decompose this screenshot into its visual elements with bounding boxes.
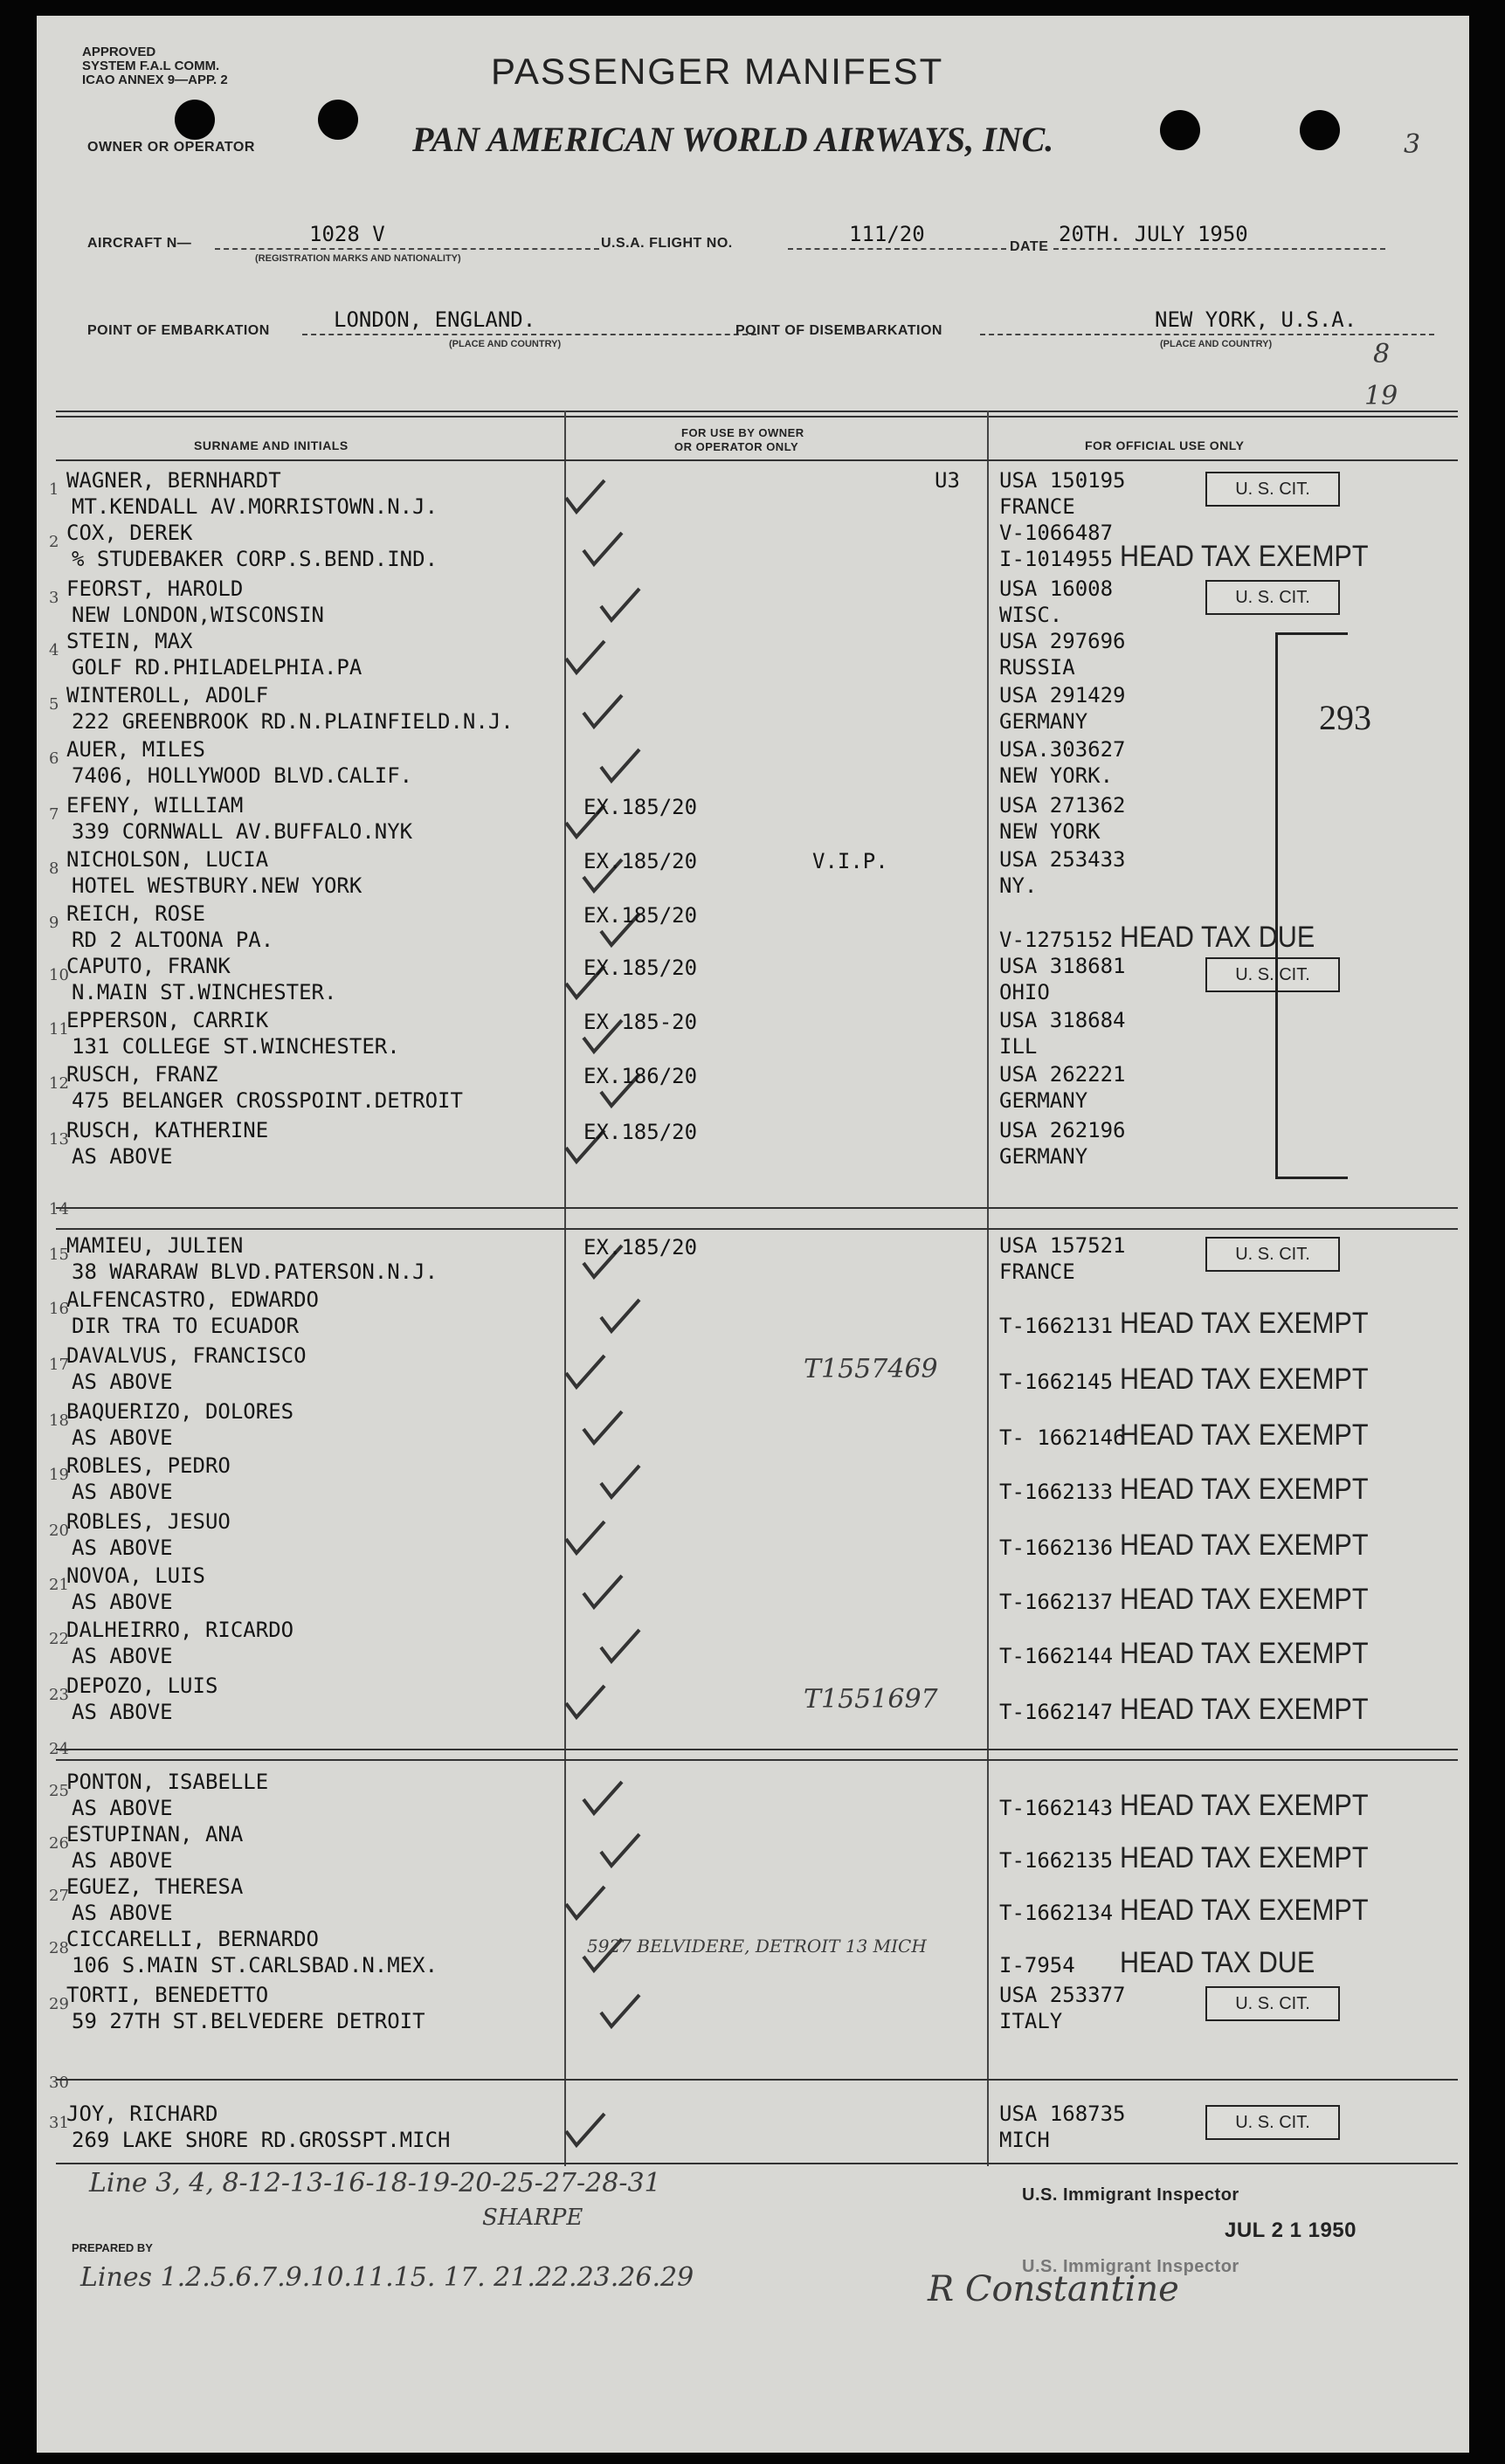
check-mark-icon xyxy=(596,1991,645,2032)
official-entry-2: T-1662147 xyxy=(999,1700,1114,1724)
operator-note: 5927 BELVIDERE, DETROIT 13 MICH xyxy=(587,1936,927,1957)
official-entry-2: T-1662136 xyxy=(999,1536,1114,1560)
us-citizen-stamp: U. S. CIT. xyxy=(1205,1986,1340,2021)
footer-lines-note: Line 3, 4, 8-12-13-16-18-19-20-25-27-28-31 xyxy=(89,2168,661,2198)
punch-hole xyxy=(1160,110,1200,150)
row-number: 4 xyxy=(49,641,59,659)
footer-sharpe: SHARPE xyxy=(482,2205,583,2231)
row-number: 21 xyxy=(49,1576,69,1594)
passenger-address: AS ABOVE xyxy=(72,1536,173,1560)
official-entry-2: T-1662143 xyxy=(999,1796,1114,1820)
operator-note: EX.185/20 xyxy=(583,795,698,819)
passenger-address: AS ABOVE xyxy=(72,1144,173,1169)
corner-note: 19 xyxy=(1364,381,1398,411)
check-mark-icon xyxy=(561,1518,610,1558)
passenger-address: MT.KENDALL AV.MORRISTOWN.N.J. xyxy=(72,494,438,519)
owner-label: OWNER OR OPERATOR xyxy=(87,140,255,155)
official-entry-2: NEW YORK. xyxy=(999,763,1114,788)
check-mark-icon xyxy=(561,1682,610,1722)
official-entry-2: T-1662134 xyxy=(999,1901,1114,1925)
row-number: 25 xyxy=(49,1782,69,1800)
check-mark-icon xyxy=(578,529,627,569)
row-number: 10 xyxy=(49,966,69,984)
row-number: 6 xyxy=(49,749,59,768)
date-underline xyxy=(1053,248,1385,250)
us-citizen-stamp: U. S. CIT. xyxy=(1205,1237,1340,1272)
passenger-address: AS ABOVE xyxy=(72,1848,173,1873)
company-name: PAN AMERICAN WORLD AIRWAYS, INC. xyxy=(412,120,1054,159)
official-entry-2: GERMANY xyxy=(999,709,1088,734)
official-entry: USA 157521 xyxy=(999,1233,1126,1258)
passenger-address: AS ABOVE xyxy=(72,1901,173,1925)
row-number: 12 xyxy=(49,1074,69,1093)
head-tax-stamp: HEAD TAX EXEMPT xyxy=(1120,1363,1369,1396)
check-mark-icon xyxy=(596,746,645,786)
page-title: PASSENGER MANIFEST xyxy=(491,51,944,92)
passenger-address: AS ABOVE xyxy=(72,1700,173,1724)
operator-note: EX.186/20 xyxy=(583,1064,698,1088)
table-top-line xyxy=(56,411,1458,412)
row-number: 26 xyxy=(49,1834,69,1853)
prepared-by-label: PREPARED BY xyxy=(72,2241,153,2254)
column-header-official: FOR OFFICIAL USE ONLY xyxy=(1085,438,1245,452)
passenger-address: 59 27TH ST.BELVEDERE DETROIT xyxy=(72,2009,425,2033)
passenger-name: STEIN, MAX xyxy=(66,629,193,653)
passenger-name: JOY, RICHARD xyxy=(66,2102,218,2126)
passenger-address: 106 S.MAIN ST.CARLSBAD.N.MEX. xyxy=(72,1953,438,1977)
check-mark-icon xyxy=(596,1296,645,1336)
corner-note: 8 xyxy=(1373,339,1391,369)
official-entry-2: FRANCE xyxy=(999,1260,1075,1284)
check-mark-icon xyxy=(561,2110,610,2150)
row-number: 7 xyxy=(49,805,59,824)
passenger-address: % STUDEBAKER CORP.S.BEND.IND. xyxy=(72,547,438,571)
group-separator xyxy=(56,1207,1458,1209)
official-entry-2: T-1662144 xyxy=(999,1644,1114,1668)
passenger-name: DALHEIRRO, RICARDO xyxy=(66,1618,294,1642)
head-tax-stamp: HEAD TAX EXEMPT xyxy=(1120,1473,1369,1506)
column-header-operator: FOR USE BY OWNER xyxy=(681,426,804,439)
check-mark-icon xyxy=(596,1831,645,1871)
aircraft-sub: (REGISTRATION MARKS AND NATIONALITY) xyxy=(255,253,461,264)
corner-note: 3 xyxy=(1404,129,1421,160)
passenger-name: COX, DEREK xyxy=(66,521,193,545)
row-number: 15 xyxy=(49,1246,69,1264)
aircraft-label: AIRCRAFT N— xyxy=(87,236,192,251)
head-tax-stamp: HEAD TAX EXEMPT xyxy=(1120,1529,1369,1562)
aircraft-underline xyxy=(215,248,599,250)
official-entry-2: T-1662135 xyxy=(999,1848,1114,1873)
passenger-address: 339 CORNWALL AV.BUFFALO.NYK xyxy=(72,819,413,844)
passenger-name: FEORST, HAROLD xyxy=(66,576,244,601)
row-number: 18 xyxy=(49,1411,69,1430)
column-divider xyxy=(987,411,989,2166)
row-number: 28 xyxy=(49,1939,69,1957)
passenger-name: WAGNER, BERNHARDT xyxy=(66,468,281,493)
official-entry-2: V-1275152 xyxy=(999,928,1114,952)
passenger-name: NOVOA, LUIS xyxy=(66,1563,205,1588)
head-tax-stamp: HEAD TAX DUE xyxy=(1120,1946,1315,1979)
disembark-sub: (PLACE AND COUNTRY) xyxy=(1160,339,1273,349)
embark-label: POINT OF EMBARKATION xyxy=(87,323,270,338)
passenger-address: RD 2 ALTOONA PA. xyxy=(72,928,274,952)
head-tax-stamp: HEAD TAX EXEMPT xyxy=(1120,1307,1369,1340)
row-number: 16 xyxy=(49,1300,69,1318)
footer-lines-note-2: Lines 1.2.5.6.7.9.10.11.15. 17. 21.22.23.26.29 xyxy=(80,2262,694,2293)
operator-note: EX.185/20 xyxy=(583,956,698,980)
operator-note-2: U3 xyxy=(935,468,960,493)
date-value: 20TH. JULY 1950 xyxy=(1059,222,1248,246)
operator-note: EX.185/20 xyxy=(583,1235,698,1260)
row-number: 19 xyxy=(49,1466,69,1484)
official-entry: USA 318684 xyxy=(999,1008,1126,1032)
passenger-address: DIR TRA TO ECUADOR xyxy=(72,1314,300,1338)
operator-note: EX.185/20 xyxy=(583,903,698,928)
check-mark-icon xyxy=(596,585,645,625)
passenger-name: CICCARELLI, BERNARDO xyxy=(66,1927,319,1951)
icao-label: ICAO ANNEX 9—APP. 2 xyxy=(82,72,228,87)
passenger-address: N.MAIN ST.WINCHESTER. xyxy=(72,980,337,1004)
passenger-name: EGUEZ, THERESA xyxy=(66,1874,244,1899)
embark-sub: (PLACE AND COUNTRY) xyxy=(449,339,562,349)
check-mark-icon xyxy=(561,638,610,678)
passenger-name: ESTUPINAN, ANA xyxy=(66,1822,244,1846)
column-header-name: SURNAME AND INITIALS xyxy=(194,438,349,452)
operator-note-2: T1557469 xyxy=(804,1354,938,1384)
row-number: 1 xyxy=(49,480,59,499)
official-entry: V-1066487 xyxy=(999,521,1114,545)
row-number: 3 xyxy=(49,589,59,607)
passenger-address: 7406, HOLLYWOOD BLVD.CALIF. xyxy=(72,763,413,788)
official-entry: USA 150195 xyxy=(999,468,1126,493)
side-number: 293 xyxy=(1319,698,1371,737)
passenger-name: ROBLES, PEDRO xyxy=(66,1453,231,1478)
head-tax-stamp: HEAD TAX EXEMPT xyxy=(1120,1693,1369,1726)
passenger-name: PONTON, ISABELLE xyxy=(66,1770,269,1794)
row-number: 20 xyxy=(49,1522,69,1540)
official-entry-2: MICH xyxy=(999,2128,1050,2152)
official-entry-2: FRANCE xyxy=(999,494,1075,519)
row-number: 27 xyxy=(49,1887,69,1905)
head-tax-stamp: HEAD TAX EXEMPT xyxy=(1120,1789,1369,1822)
passenger-address: AS ABOVE xyxy=(72,1425,173,1450)
inspector-label: U.S. Immigrant Inspector xyxy=(1022,2257,1239,2276)
official-entry-2: ITALY xyxy=(999,2009,1063,2033)
approved-label: APPROVED xyxy=(82,45,156,59)
aircraft-value: 1028 V xyxy=(309,222,385,246)
embark-value: LONDON, ENGLAND. xyxy=(334,307,536,332)
row-number: 13 xyxy=(49,1130,69,1149)
operator-note: EX 185-20 xyxy=(583,1010,698,1034)
passenger-address: 269 LAKE SHORE RD.GROSSPT.MICH xyxy=(72,2128,451,2152)
official-entry: USA 271362 xyxy=(999,793,1126,818)
stamp-date: JUL 2 1 1950 xyxy=(1225,2219,1357,2242)
embark-underline xyxy=(302,334,756,335)
inspector-signature: R Constantine xyxy=(928,2269,1179,2309)
head-tax-stamp: HEAD TAX EXEMPT xyxy=(1120,1841,1369,1874)
operator-note: EX.185/20 xyxy=(583,849,698,873)
official-entry: USA 262196 xyxy=(999,1118,1126,1142)
passenger-name: RUSCH, FRANZ xyxy=(66,1062,218,1087)
table-bottom-line xyxy=(56,2163,1458,2164)
official-entry-2: GERMANY xyxy=(999,1144,1088,1169)
head-tax-stamp: HEAD TAX EXEMPT xyxy=(1120,1583,1369,1616)
official-entry-2: T- 1662146 xyxy=(999,1425,1126,1450)
official-entry-2: T-1662131 xyxy=(999,1314,1114,1338)
row-number: 29 xyxy=(49,1995,69,2013)
passenger-address: GOLF RD.PHILADELPHIA.PA xyxy=(72,655,362,680)
official-entry: USA 16008 xyxy=(999,576,1114,601)
group-separator xyxy=(56,1228,1458,1230)
inspector-label: U.S. Immigrant Inspector xyxy=(1022,2185,1239,2205)
group-separator xyxy=(56,2079,1458,2081)
us-citizen-stamp: U. S. CIT. xyxy=(1205,580,1340,615)
passenger-name: MAMIEU, JULIEN xyxy=(66,1233,244,1258)
check-mark-icon xyxy=(578,692,627,732)
group-separator xyxy=(56,1759,1458,1761)
check-mark-icon xyxy=(578,1778,627,1819)
official-entry: USA.303627 xyxy=(999,737,1126,762)
row-number: 30 xyxy=(49,2074,69,2092)
row-number: 22 xyxy=(49,1630,69,1648)
passenger-name: BAQUERIZO, DOLORES xyxy=(66,1399,294,1424)
passenger-name: EFENY, WILLIAM xyxy=(66,793,244,818)
official-entry: USA 253433 xyxy=(999,847,1126,872)
official-entry: USA 297696 xyxy=(999,629,1126,653)
official-entry-2: WISC. xyxy=(999,603,1063,627)
date-label: DATE xyxy=(1010,239,1049,254)
passenger-name: DAVALVUS, FRANCISCO xyxy=(66,1343,307,1368)
header-bottom-line xyxy=(56,459,1458,461)
punch-hole xyxy=(318,100,358,140)
passenger-address: AS ABOVE xyxy=(72,1796,173,1820)
official-entry-2: NEW YORK xyxy=(999,819,1101,844)
official-entry: USA 253377 xyxy=(999,1983,1126,2007)
operator-note-2: T1551697 xyxy=(804,1684,938,1715)
manifest-sheet xyxy=(37,16,1469,2453)
check-mark-icon xyxy=(561,477,610,517)
passenger-name: NICHOLSON, LUCIA xyxy=(66,847,269,872)
official-entry-2: NY. xyxy=(999,873,1038,898)
disembark-label: POINT OF DISEMBARKATION xyxy=(735,323,942,338)
passenger-name: WINTEROLL, ADOLF xyxy=(66,683,269,707)
disembark-underline xyxy=(980,334,1434,335)
row-number: 17 xyxy=(49,1356,69,1374)
passenger-name: RUSCH, KATHERINE xyxy=(66,1118,269,1142)
official-entry-2: I-7954 xyxy=(999,1953,1075,1977)
check-mark-icon xyxy=(561,1883,610,1923)
us-citizen-stamp: U. S. CIT. xyxy=(1205,957,1340,992)
passenger-address: NEW LONDON,WISCONSIN xyxy=(72,603,324,627)
punch-hole xyxy=(1300,110,1340,150)
passenger-address: 38 WARARAW BLVD.PATERSON.N.J. xyxy=(72,1260,438,1284)
flight-underline xyxy=(788,248,1006,250)
official-entry-2: GERMANY xyxy=(999,1088,1088,1113)
row-number: 11 xyxy=(49,1020,69,1039)
operator-note: EX.185/20 xyxy=(583,1120,698,1144)
head-tax-stamp: HEAD TAX EXEMPT xyxy=(1120,1894,1369,1927)
official-entry-2: T-1662133 xyxy=(999,1480,1114,1504)
flight-label: U.S.A. FLIGHT NO. xyxy=(601,236,733,251)
passenger-name: ALFENCASTRO, EDWARDO xyxy=(66,1287,319,1312)
operator-note-2: V.I.P. xyxy=(812,849,888,873)
table-top-line xyxy=(56,416,1458,418)
us-citizen-stamp: U. S. CIT. xyxy=(1205,472,1340,507)
group-separator xyxy=(56,1749,1458,1750)
check-mark-icon xyxy=(561,1352,610,1392)
official-entry-2: I-1014955 xyxy=(999,547,1114,571)
passenger-address: AS ABOVE xyxy=(72,1644,173,1668)
passenger-name: ROBLES, JESUO xyxy=(66,1509,231,1534)
head-tax-stamp: HEAD TAX DUE xyxy=(1120,921,1315,954)
passenger-address: AS ABOVE xyxy=(72,1480,173,1504)
row-number: 9 xyxy=(49,914,59,932)
official-entry: USA 168735 xyxy=(999,2102,1126,2126)
column-header-operator: OR OPERATOR ONLY xyxy=(674,440,799,453)
passenger-name: TORTI, BENEDETTO xyxy=(66,1983,269,2007)
passenger-address: HOTEL WESTBURY.NEW YORK xyxy=(72,873,362,898)
official-entry: USA 262221 xyxy=(999,1062,1126,1087)
official-entry: USA 318681 xyxy=(999,954,1126,978)
passenger-name: DEPOZO, LUIS xyxy=(66,1674,218,1698)
check-mark-icon xyxy=(596,1462,645,1502)
passenger-name: AUER, MILES xyxy=(66,737,205,762)
official-entry-2: OHIO xyxy=(999,980,1050,1004)
passenger-address: 131 COLLEGE ST.WINCHESTER. xyxy=(72,1034,400,1059)
passenger-name: EPPERSON, CARRIK xyxy=(66,1008,269,1032)
system-label: SYSTEM F.A.L COMM. xyxy=(82,59,220,73)
passenger-address: 475 BELANGER CROSSPOINT.DETROIT xyxy=(72,1088,463,1113)
official-entry-2: RUSSIA xyxy=(999,655,1075,680)
row-number: 14 xyxy=(49,1200,69,1218)
us-citizen-stamp: U. S. CIT. xyxy=(1205,2105,1340,2140)
passenger-address: AS ABOVE xyxy=(72,1590,173,1614)
head-tax-stamp: HEAD TAX EXEMPT xyxy=(1120,540,1369,573)
check-mark-icon xyxy=(596,1626,645,1667)
head-tax-stamp: HEAD TAX EXEMPT xyxy=(1120,1418,1369,1452)
row-number: 23 xyxy=(49,1686,69,1704)
passenger-address: 222 GREENBROOK RD.N.PLAINFIELD.N.J. xyxy=(72,709,514,734)
official-entry-2: ILL xyxy=(999,1034,1038,1059)
official-entry: USA 291429 xyxy=(999,683,1126,707)
check-mark-icon xyxy=(578,1408,627,1448)
row-number: 5 xyxy=(49,695,59,714)
official-entry-2: T-1662137 xyxy=(999,1590,1114,1614)
official-entry-2: T-1662145 xyxy=(999,1370,1114,1394)
punch-hole xyxy=(175,100,215,140)
passenger-name: CAPUTO, FRANK xyxy=(66,954,231,978)
row-number: 8 xyxy=(49,859,59,878)
row-number: 31 xyxy=(49,2114,69,2132)
passenger-name: REICH, ROSE xyxy=(66,901,205,926)
head-tax-stamp: HEAD TAX EXEMPT xyxy=(1120,1637,1369,1670)
flight-value: 111/20 xyxy=(849,222,925,246)
disembark-value: NEW YORK, U.S.A. xyxy=(1155,307,1357,332)
row-number: 2 xyxy=(49,533,59,551)
passenger-address: AS ABOVE xyxy=(72,1370,173,1394)
check-mark-icon xyxy=(578,1572,627,1612)
row-number: 24 xyxy=(49,1740,69,1758)
